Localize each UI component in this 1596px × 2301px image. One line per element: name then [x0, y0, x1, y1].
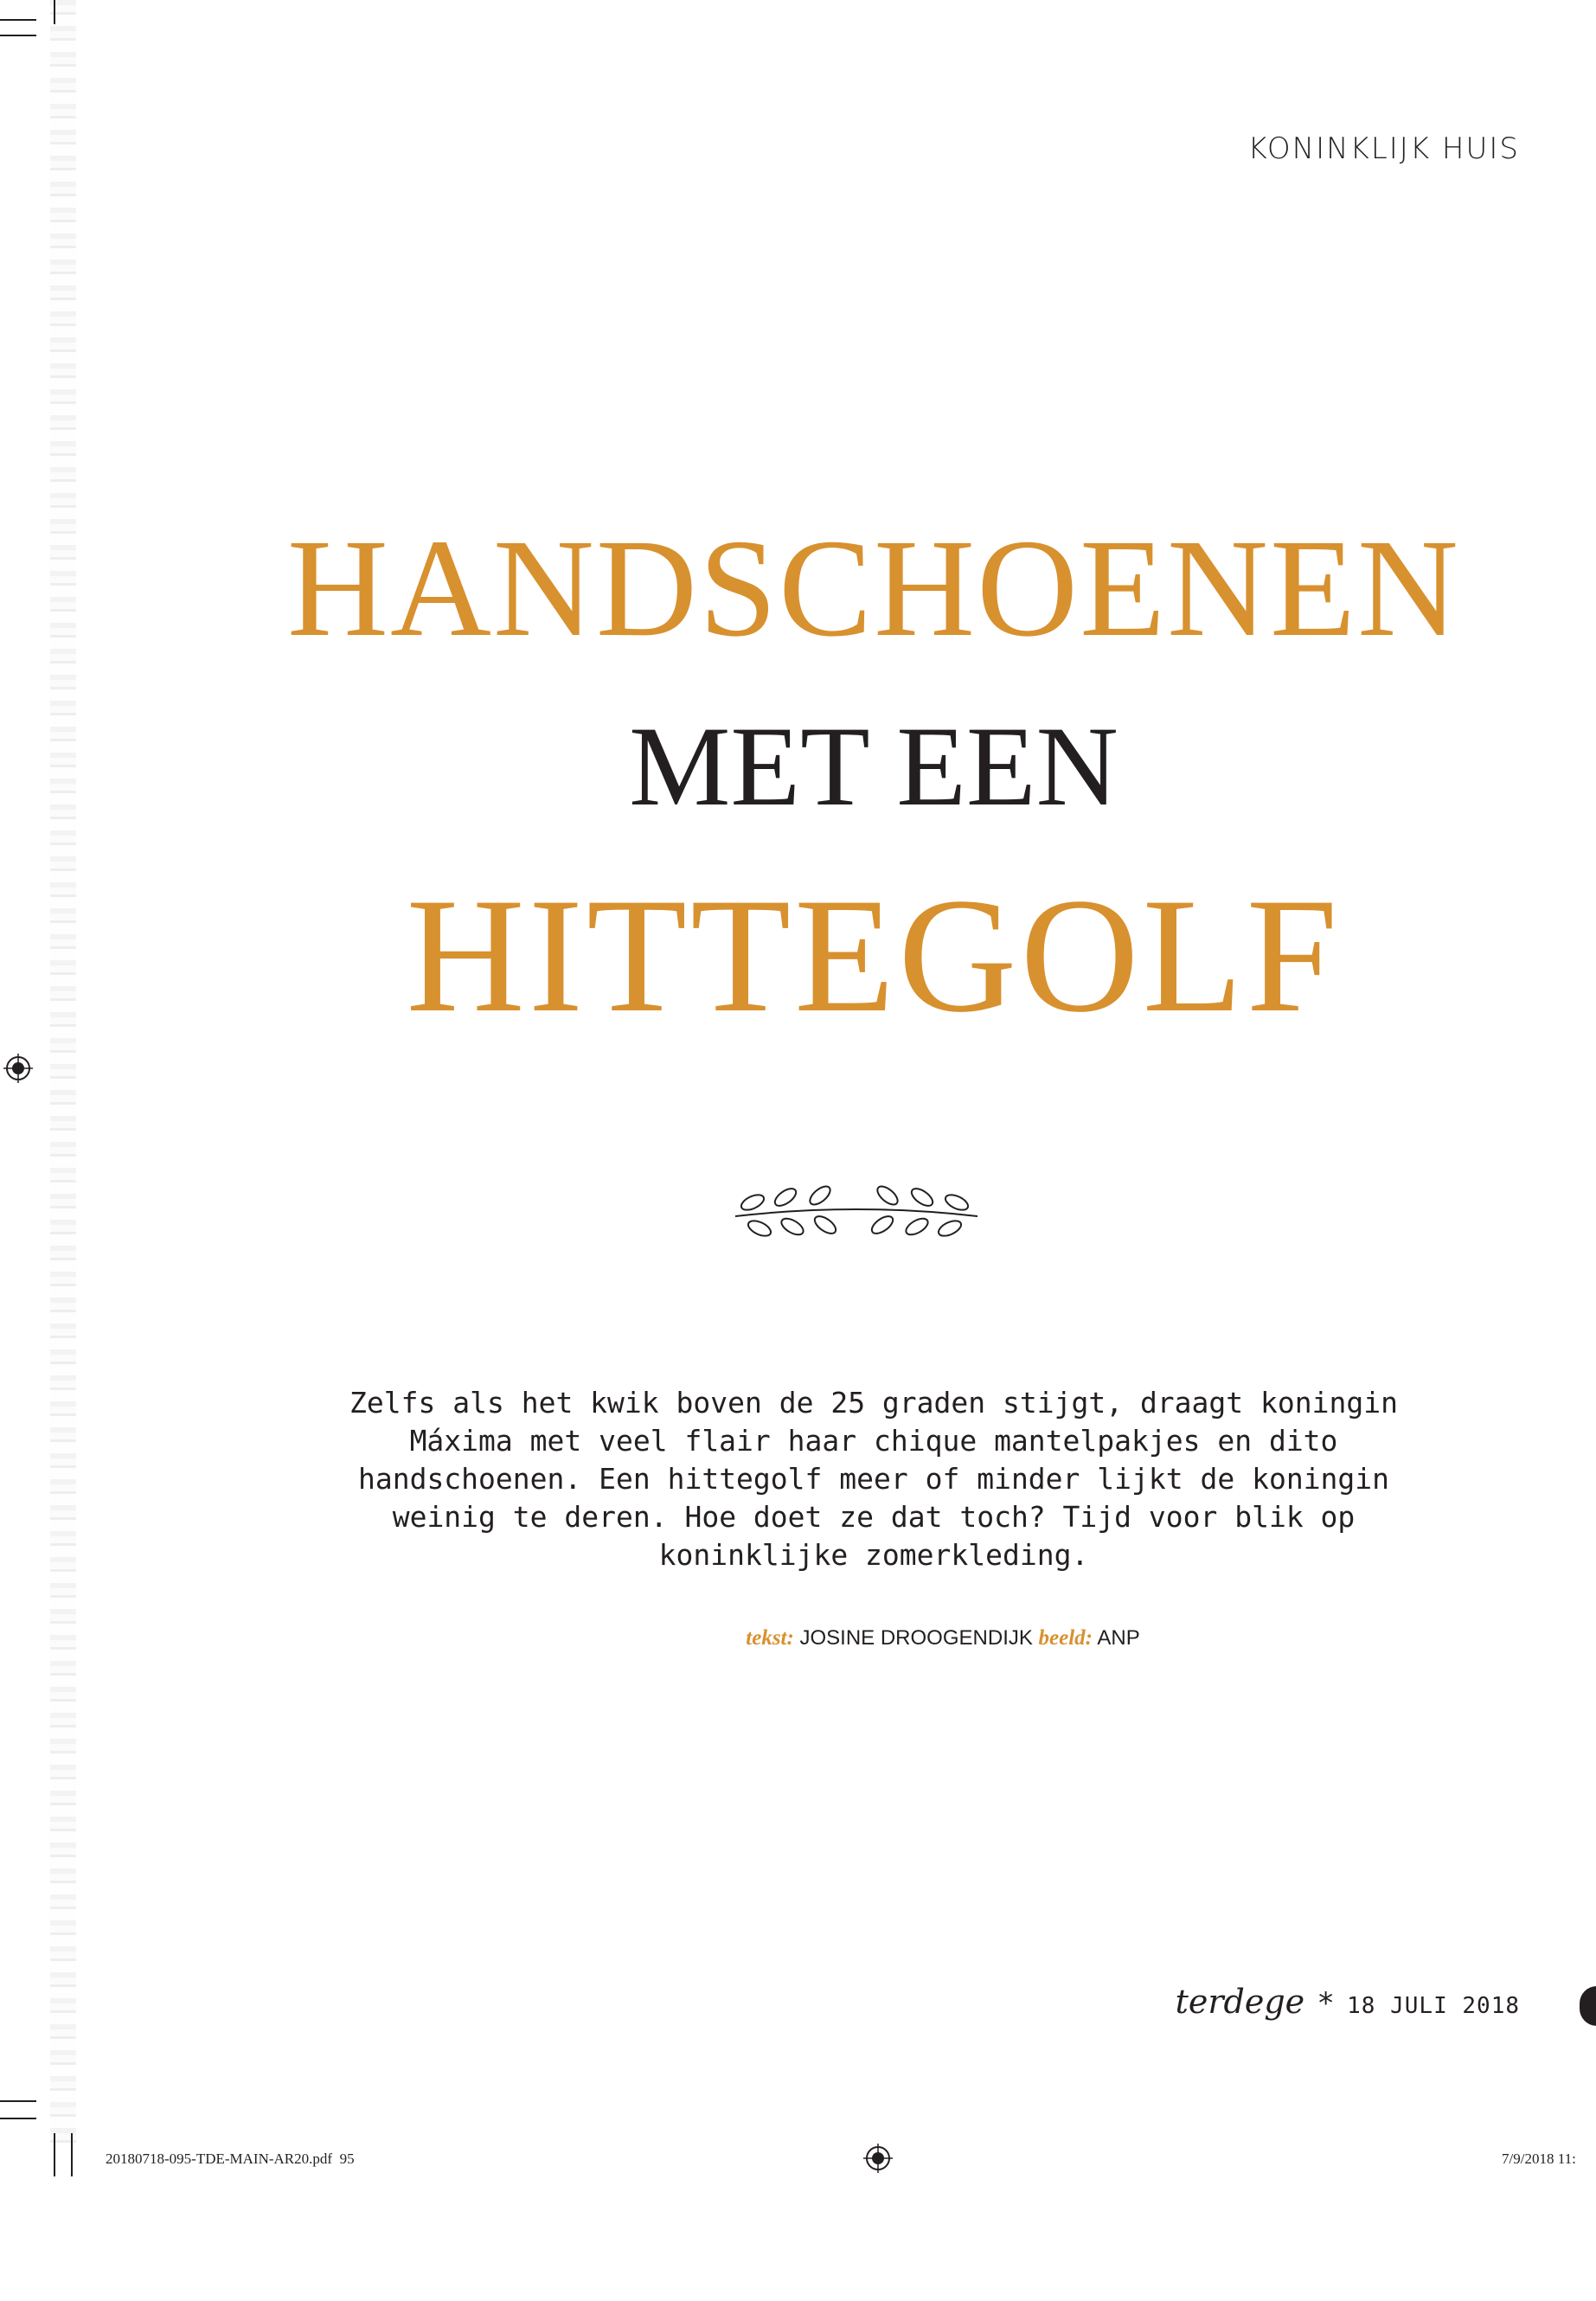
- crop-mark: [54, 0, 55, 24]
- slug-timestamp: 7/9/2018 11:: [1502, 2150, 1576, 2167]
- crop-mark: [0, 19, 36, 21]
- headline-line-1: HANDSCHOENEN: [287, 511, 1460, 666]
- registration-mark-icon: [3, 1054, 33, 1083]
- footer-separator: *: [1318, 1986, 1334, 2021]
- page-footer: [1176, 1983, 1520, 2021]
- page-number-tab: [1580, 1986, 1596, 2026]
- credit-author: JOSINE DROOGENDIJK: [799, 1626, 1033, 1650]
- credit-image-label: beeld:: [1038, 1626, 1093, 1650]
- credits-line: [433, 1626, 1453, 1650]
- slug-page: 95: [339, 2150, 355, 2167]
- laurel-ornament-icon: [727, 1176, 986, 1254]
- magazine-logo: terdege: [1175, 1983, 1305, 2021]
- credit-image-source: ANP: [1097, 1626, 1140, 1650]
- crop-mark: [0, 35, 36, 36]
- credit-text-label: tekst:: [746, 1626, 794, 1650]
- crop-mark: [54, 2133, 55, 2176]
- headline-line-3: HITTEGOLF: [406, 865, 1342, 1047]
- crop-mark: [0, 2100, 36, 2102]
- headline-line-2: MET EEN: [629, 702, 1118, 830]
- slug-filename: 20180718-095-TDE-MAIN-AR20.pdf: [106, 2150, 333, 2167]
- registration-mark-icon: [863, 2144, 893, 2173]
- intro-paragraph: Zelfs als het kwik boven de 25 graden stijgt, draagt koningin Máxima met veel flair haar chique mantelpakjes en dito handschoenen. Een hittegolf meer of minder lijkt de koningin weinig te deren. Hoe doet ze dat toch? Tijd voor blik op koninklijke zomerkleding.: [349, 1386, 1398, 1572]
- crop-mark: [0, 2118, 36, 2119]
- crop-mark: [71, 2133, 73, 2176]
- margin-texture: [50, 0, 76, 2145]
- section-label: KONINKLIJK HUIS: [1247, 131, 1520, 166]
- issue-date: 18 JULI 2018: [1347, 1993, 1520, 2019]
- print-slug-file: [106, 2150, 355, 2168]
